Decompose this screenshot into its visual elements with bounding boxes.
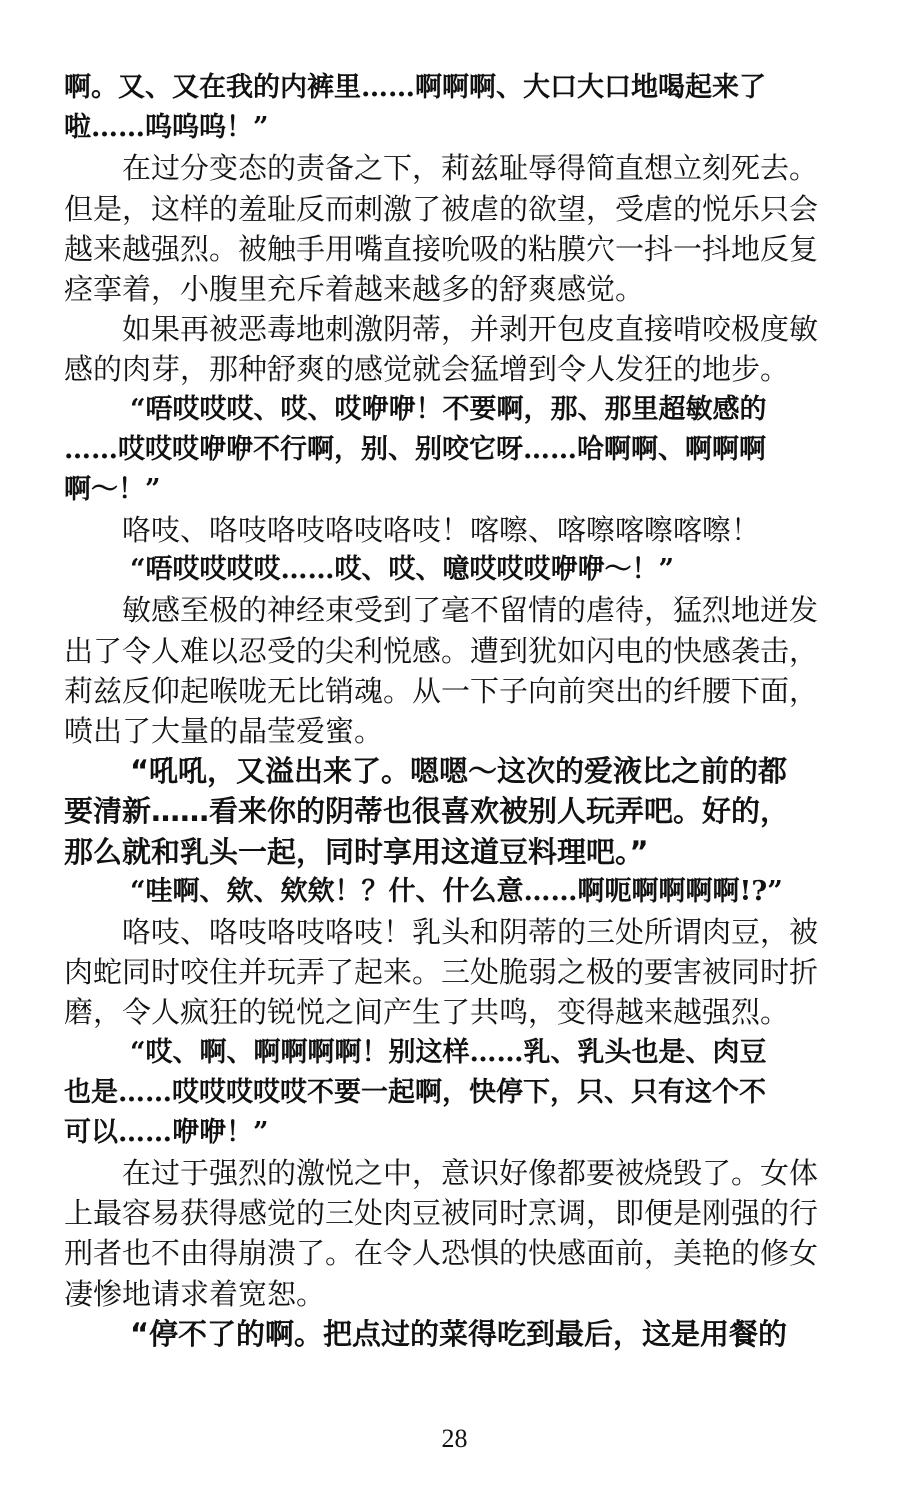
body-text	[64, 68, 844, 1354]
dialogue-line: 啦……呜呜呜！”	[64, 112, 269, 144]
narration-line: 莉兹反仰起喉咙无比销魂。从一下子向前突出的纤腰下面，	[64, 673, 819, 708]
dialogue-line: “停不了的啊。把点过的菜得吃到最后，这是用餐的	[130, 1316, 788, 1351]
narration-line: 感的肉芽，那种舒爽的感觉就会猛增到令人发狂的地步。	[64, 352, 790, 387]
dialogue-line: 也是……哎哎哎哎哎不要一起啊，快停下，只、只有这个不	[64, 1076, 766, 1108]
narration-line: 在过于强烈的激悦之中，意识好像都要被烧毁了。女体	[122, 1156, 819, 1191]
dialogue-line: 可以……咿咿！”	[64, 1116, 269, 1148]
narration-line: 磨，令人疯狂的锐悦之间产生了共鸣，变得越来越强烈。	[64, 995, 790, 1030]
narration-line: 咯吱、咯吱咯吱咯吱咯吱！喀嚓、喀嚓喀嚓喀嚓！	[122, 513, 761, 548]
narration-line: 但是，这样的羞耻反而刺激了被虐的欲望，受虐的悦乐只会	[64, 191, 819, 226]
dialogue-line: “唔哎哎哎、哎、哎咿咿！不要啊，那、那里超敏感的	[130, 393, 767, 425]
narration-line: 敏感至极的神经束受到了毫不留情的虐待，猛烈地迸发	[122, 593, 819, 628]
page-number: 28	[441, 1424, 468, 1453]
dialogue-line: 啊～！”	[64, 473, 161, 505]
dialogue-line: 啊。又、又在我的内裤里……啊啊啊、大口大口地喝起来了	[64, 72, 766, 103]
dialogue-line: “哇啊、欸、欸欸！？什、什么意……啊呃啊啊啊啊!?”	[130, 875, 783, 907]
narration-line: 凄惨地请求着宽恕。	[64, 1276, 326, 1311]
narration-line: 咯吱、咯吱咯吱咯吱！乳头和阴蒂的三处所谓肉豆，被	[122, 914, 819, 949]
narration-line: 如果再被恶毒地刺激阴蒂，并剥开包皮直接啃咬极度敏	[122, 312, 819, 347]
dialogue-line: “哎、啊、啊啊啊啊！别这样……乳、乳头也是、肉豆	[130, 1036, 767, 1068]
narration-line: 痉挛着，小腹里充斥着越来越多的舒爽感觉。	[64, 271, 645, 306]
narration-line: 上最容易获得感觉的三处肉豆被同时烹调，即便是刚强的行	[64, 1196, 819, 1231]
narration-line: 在过分变态的责备之下，莉兹耻辱得简直想立刻死去。	[122, 151, 819, 186]
narration-line: 越来越强烈。被触手用嘴直接吮吸的粘膜穴一抖一抖地反复	[64, 231, 819, 266]
narration-line: 肉蛇同时咬住并玩弄了起来。三处脆弱之极的要害被同时折	[64, 955, 819, 990]
dialogue-line: 要清新……看来你的阴蒂也很喜欢被别人玩弄吧。好的，	[64, 794, 790, 829]
dialogue-line: ……哎哎哎咿咿不行啊，别、别咬它呀……哈啊啊、啊啊啊	[64, 433, 766, 465]
dialogue-line: 那么就和乳头一起，同时享用这道豆料理吧。”	[64, 834, 649, 869]
dialogue-line: “唔哎哎哎哎……哎、哎、噫哎哎哎咿咿～！”	[130, 554, 675, 586]
narration-line: 出了令人难以忍受的尖利悦感。遭到犹如闪电的快感袭击，	[64, 633, 819, 668]
narration-line: 喷出了大量的晶莹爱蜜。	[64, 714, 384, 748]
narration-line: 刑者也不由得崩溃了。在令人恐惧的快感面前，美艳的修女	[64, 1236, 819, 1271]
dialogue-line: “吼吼，又溢出来了。嗯嗯～这次的爱液比之前的都	[130, 754, 788, 789]
